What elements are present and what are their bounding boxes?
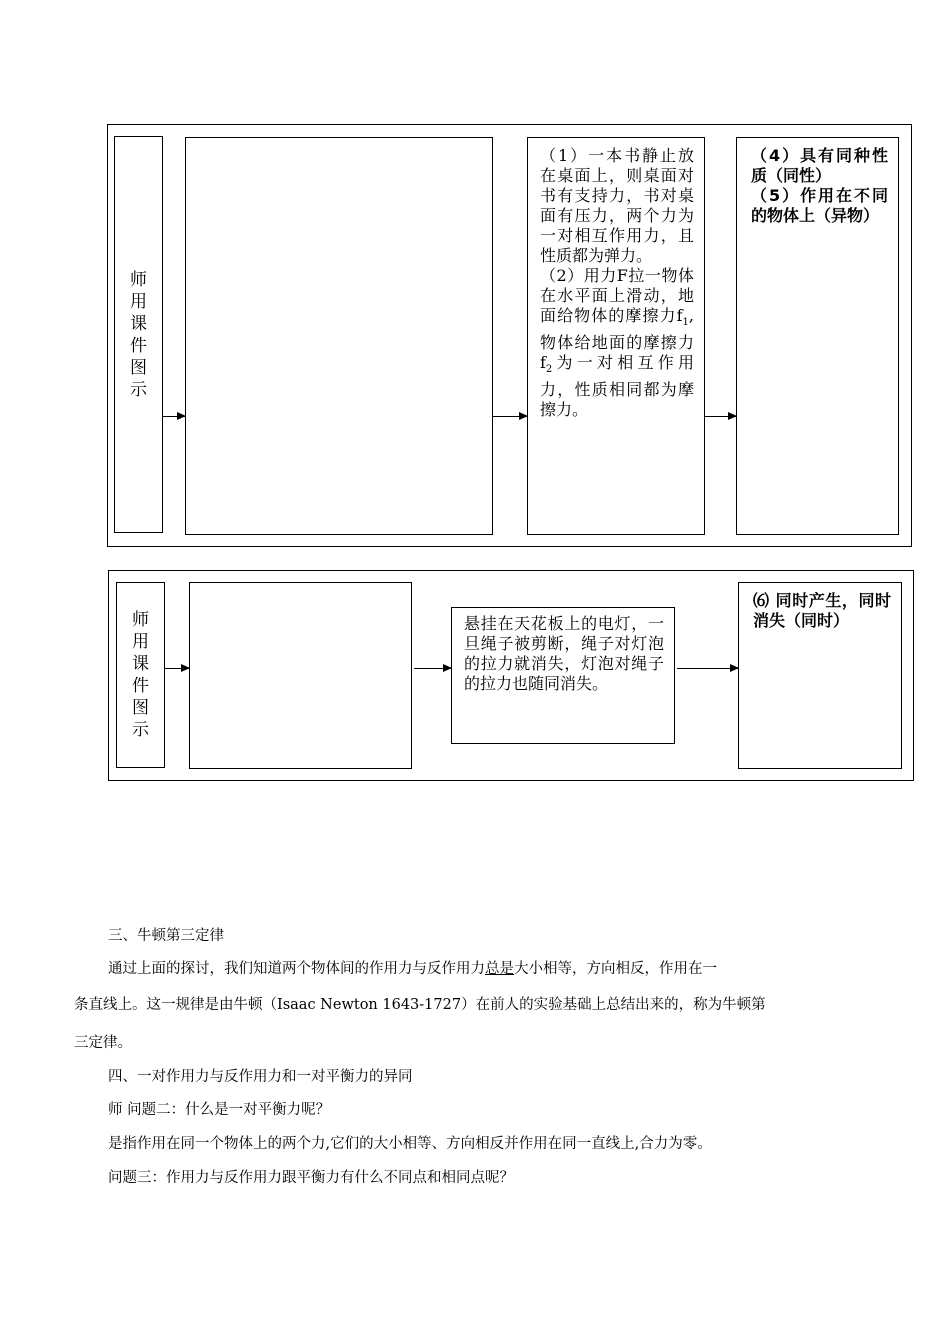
arrow-2b bbox=[414, 668, 451, 669]
arrow-2a bbox=[165, 668, 189, 669]
example-book-on-table: （1）一本书静止放在桌面上，则桌面对书有支持力，书对桌面有压力，两个力为一对相互作用力，且性质都为弹力。 bbox=[540, 146, 694, 265]
question-two: 师 问题二：什么是一对平衡力呢？ bbox=[108, 1102, 331, 1118]
example-box-1 bbox=[527, 137, 705, 535]
example-friction: （2）用力F拉一物体在水平面上滑动，地面给物体的摩擦力$f_1$,物体给地面的摩擦力$f_2$为一对相互作用力，性质相同都为摩擦力。 bbox=[540, 266, 694, 420]
courseware-image-placeholder-2 bbox=[189, 582, 412, 769]
conclusion-simultaneous: ⑹ 同时产生，同时消失（同时） bbox=[753, 591, 891, 630]
courseware-image-placeholder-1 bbox=[185, 137, 493, 535]
example-box-2 bbox=[451, 607, 675, 744]
arrow-1c bbox=[705, 416, 736, 417]
paragraph-line-3: 三定律。 bbox=[74, 1035, 132, 1051]
conclusion-different-objects: （5）作用在不同的物体上（异物） bbox=[751, 186, 888, 225]
heading-compare-forces: 四、一对作用力与反作用力和一对平衡力的异同 bbox=[108, 1069, 413, 1085]
teacher-courseware-label-2: 师 用 课 件 图 示 bbox=[116, 582, 165, 768]
arrow-1a bbox=[163, 416, 185, 417]
conclusion-box-2 bbox=[738, 582, 902, 769]
conclusion-same-nature: （4）具有同种性质（同性） bbox=[751, 146, 888, 185]
heading-newton-third-law: 三、牛顿第三定律 bbox=[108, 928, 224, 944]
arrow-1b bbox=[493, 416, 527, 417]
question-three: 问题三：作用力与反作用力跟平衡力有什么不同点和相同点呢？ bbox=[108, 1170, 514, 1186]
paragraph-line-1: 通过上面的探讨，我们知道两个物体间的作用力与反作用力总是大小相等，方向相反，作用在一 bbox=[108, 961, 717, 977]
conclusion-box-1 bbox=[736, 137, 899, 535]
paragraph-line-2: 条直线上。这一规律是由牛顿（Isaac Newton 1643-1727）在前人的实验基础上总结出来的，称为牛顿第 bbox=[74, 997, 766, 1013]
arrow-2c bbox=[677, 668, 738, 669]
teacher-courseware-label-1: 师 用 课 件 图 示 bbox=[114, 136, 163, 533]
example-hanging-lamp: 悬挂在天花板上的电灯，一旦绳子被剪断，绳子对灯泡的拉力就消失，灯泡对绳子的拉力也随同消失。 bbox=[464, 614, 664, 693]
answer-two: 是指作用在同一个物体上的两个力,它们的大小相等、方向相反并作用在同一直线上,合力为零。 bbox=[108, 1136, 712, 1152]
